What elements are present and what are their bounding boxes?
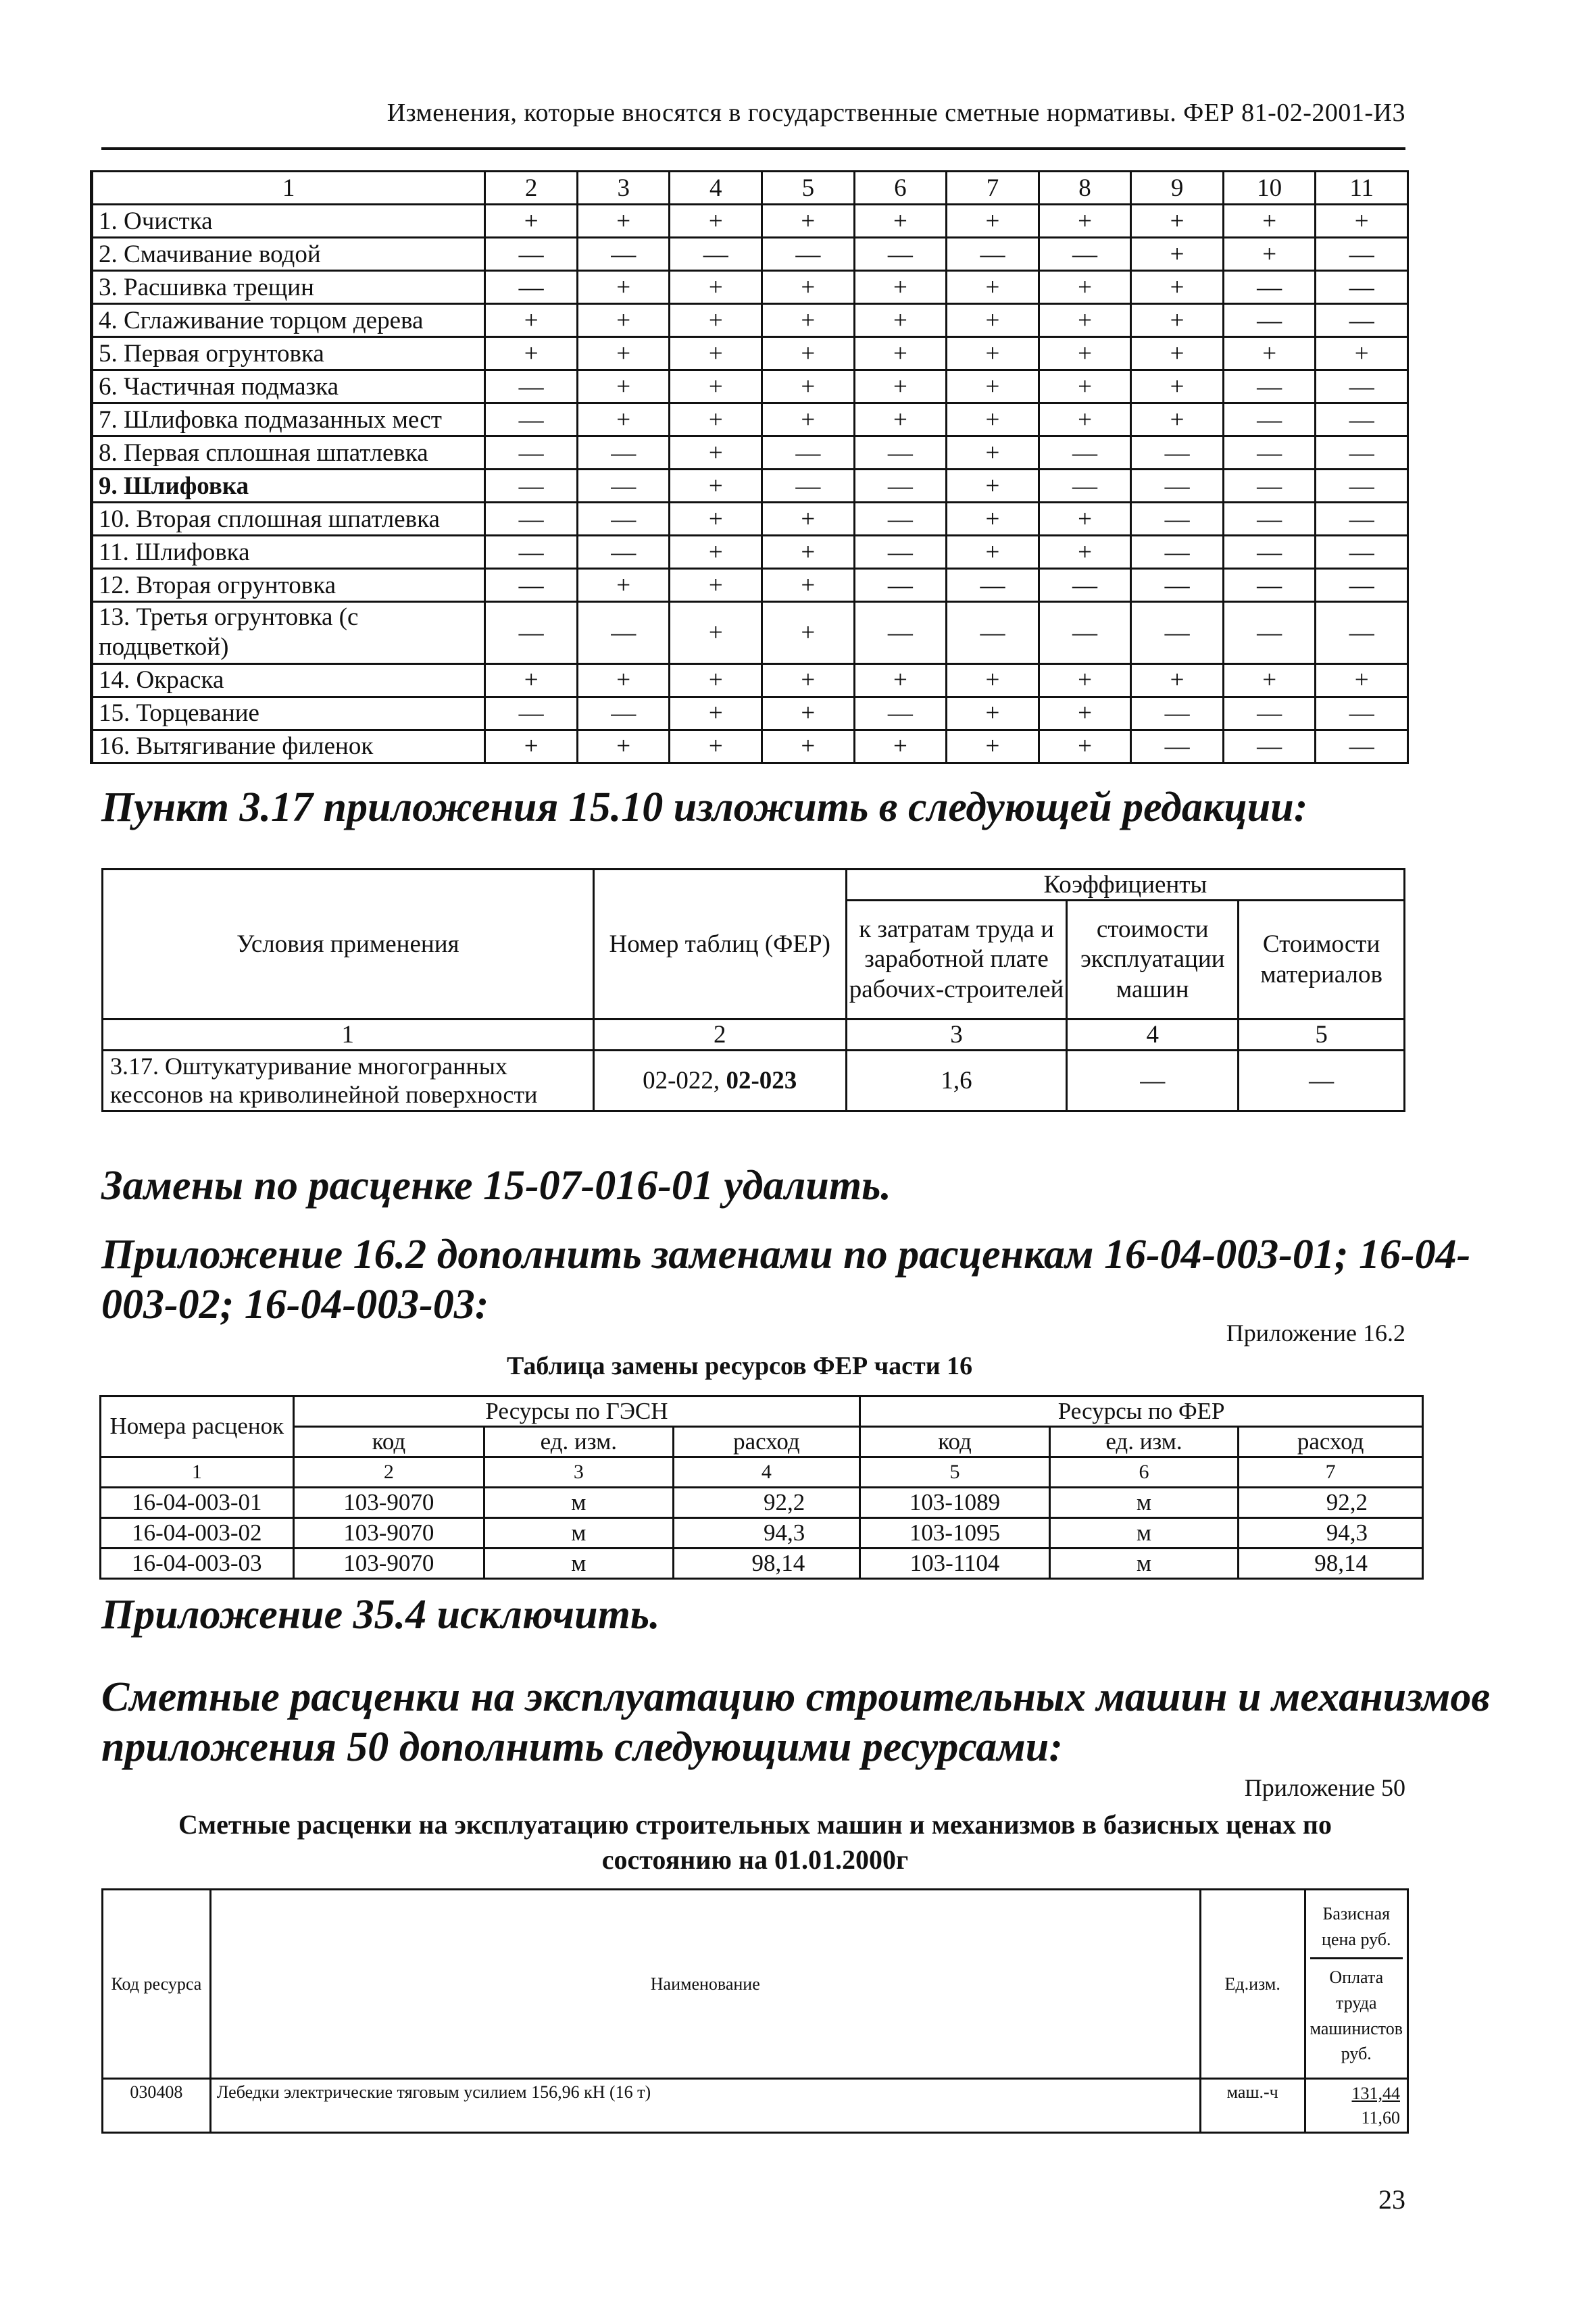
operation-mark: + <box>577 271 670 304</box>
operation-mark: + <box>762 403 855 436</box>
table-cell: 94,3 <box>1239 1518 1423 1549</box>
operation-mark: — <box>854 470 947 503</box>
operation-mark: — <box>762 238 855 271</box>
col-num: 1 <box>101 1457 294 1488</box>
row-materials: — <box>1239 1051 1405 1111</box>
page-header: Изменения, которые вносятся в государственные сметные нормативы. ФЕР 81-02-2001-И3 <box>386 99 1405 127</box>
operation-mark: + <box>1131 304 1224 337</box>
table-cell: 103-9070 <box>293 1488 484 1518</box>
operation-mark: + <box>854 403 947 436</box>
col-num: 2 <box>593 1020 846 1051</box>
operation-mark: — <box>1131 569 1224 602</box>
header-code: код <box>860 1427 1049 1457</box>
operation-mark: — <box>485 403 578 436</box>
operation-mark: — <box>485 697 578 730</box>
column-number: 4 <box>670 172 762 205</box>
operation-mark: — <box>1131 503 1224 536</box>
operation-mark: + <box>670 370 762 403</box>
operation-mark: — <box>1223 403 1316 436</box>
operation-mark: + <box>485 730 578 763</box>
operation-mark: — <box>854 697 947 730</box>
table-16-caption: Таблица замены ресурсов ФЕР части 16 <box>507 1352 973 1380</box>
operation-mark: — <box>1131 730 1224 763</box>
operation-mark: + <box>762 602 855 664</box>
operation-name: 6. Частичная подмазка <box>92 370 485 403</box>
operation-mark: — <box>1316 370 1408 403</box>
operation-mark: + <box>1316 663 1408 697</box>
table-row <box>92 205 1408 238</box>
header-unit: ед. изм. <box>484 1427 673 1457</box>
operation-mark: — <box>485 569 578 602</box>
operation-mark: + <box>1131 271 1224 304</box>
column-number: 5 <box>762 172 855 205</box>
col-num: 5 <box>1239 1020 1405 1051</box>
appendix-16-2-label: Приложение 16.2 <box>1226 1319 1405 1347</box>
operation-mark: + <box>1131 337 1224 370</box>
operation-mark: — <box>1316 697 1408 730</box>
operation-mark: + <box>577 205 670 238</box>
operation-mark: + <box>1316 205 1408 238</box>
operation-mark: — <box>1131 697 1224 730</box>
operation-mark: + <box>762 730 855 763</box>
operation-name: 9. Шлифовка <box>92 470 485 503</box>
operation-name: 13. Третья огрунтовка (с подцветкой) <box>92 602 485 664</box>
operation-mark: + <box>947 470 1039 503</box>
table-cell: 94,3 <box>673 1518 860 1549</box>
operation-mark: + <box>577 337 670 370</box>
table-cell: 103-9070 <box>293 1549 484 1579</box>
operation-name: 11. Шлифовка <box>92 536 485 569</box>
heading-replace: Замены по расценке 15-07-016-01 удалить. <box>101 1163 891 1209</box>
row-condition: 3.17. Оштукатуривание многогранных кессонов на криволинейной поверхности <box>103 1051 594 1111</box>
table-row <box>92 697 1408 730</box>
operation-mark: — <box>1039 569 1131 602</box>
header-fer: Ресурсы по ФЕР <box>860 1397 1423 1427</box>
operation-mark: + <box>1223 663 1316 697</box>
operation-mark: + <box>670 403 762 436</box>
header-unit: ед. изм. <box>1049 1427 1238 1457</box>
header-gesn: Ресурсы по ГЭСН <box>293 1397 860 1427</box>
header-resource-code: Код ресурса <box>103 1890 211 2079</box>
header-amount: расход <box>1239 1427 1423 1457</box>
table-cell: м <box>484 1549 673 1579</box>
operation-mark: + <box>1131 663 1224 697</box>
operation-mark: — <box>1223 271 1316 304</box>
operation-mark: — <box>485 271 578 304</box>
operation-name: 15. Торцевание <box>92 697 485 730</box>
col-num: 5 <box>860 1457 1049 1488</box>
operation-mark: + <box>485 663 578 697</box>
operation-mark: + <box>485 337 578 370</box>
header-divider <box>101 147 1405 150</box>
operation-mark: — <box>1223 697 1316 730</box>
heading-317: Пункт 3.17 приложения 15.10 изложить в следующей редакции: <box>101 784 1308 830</box>
header-labor: к затратам труда и заработной плате рабочих-строителей <box>846 901 1067 1020</box>
operation-mark: + <box>762 205 855 238</box>
operation-mark: + <box>947 304 1039 337</box>
operation-mark: — <box>854 238 947 271</box>
operation-mark: — <box>1131 470 1224 503</box>
replacement-table <box>99 1395 1424 1580</box>
table-row <box>101 1549 1423 1579</box>
operation-mark: + <box>577 370 670 403</box>
operation-mark: — <box>1131 536 1224 569</box>
operation-mark: — <box>577 536 670 569</box>
table-row <box>92 536 1408 569</box>
operation-mark: + <box>1039 663 1131 697</box>
operation-name: 4. Сглаживание торцом дерева <box>92 304 485 337</box>
operation-mark: — <box>854 503 947 536</box>
table-row <box>92 403 1408 436</box>
operation-mark: — <box>854 536 947 569</box>
header-table-number: Номер таблиц (ФЕР) <box>593 870 846 1020</box>
operation-name: 1. Очистка <box>92 205 485 238</box>
table-row <box>92 602 1408 664</box>
operation-mark: + <box>1223 337 1316 370</box>
table-cell: м <box>1049 1549 1238 1579</box>
operation-mark: — <box>1316 436 1408 470</box>
operation-mark: + <box>947 271 1039 304</box>
operation-mark: + <box>670 503 762 536</box>
col-num: 1 <box>103 1020 594 1051</box>
page-number: 23 <box>1378 2184 1405 2215</box>
operation-mark: — <box>577 602 670 664</box>
operation-mark: + <box>1039 205 1131 238</box>
header-materials: Стоимости материалов <box>1239 901 1405 1020</box>
row-prices: 131,44 11,60 <box>1305 2079 1407 2133</box>
header-rate-numbers: Номера расценок <box>101 1397 294 1457</box>
operation-mark: + <box>670 304 762 337</box>
header-amount: расход <box>673 1427 860 1457</box>
operation-mark: + <box>670 470 762 503</box>
operation-mark: — <box>1223 536 1316 569</box>
operation-name: 10. Вторая сплошная шпатлевка <box>92 503 485 536</box>
table-row <box>92 730 1408 763</box>
operation-mark: + <box>854 370 947 403</box>
operation-mark: + <box>577 403 670 436</box>
operation-mark: — <box>1223 503 1316 536</box>
operation-mark: + <box>762 503 855 536</box>
operation-mark: + <box>670 205 762 238</box>
operation-mark: + <box>762 697 855 730</box>
operation-mark: — <box>485 602 578 664</box>
operation-mark: — <box>1316 304 1408 337</box>
operation-mark: — <box>577 697 670 730</box>
operation-mark: — <box>1316 470 1408 503</box>
operation-mark: — <box>947 569 1039 602</box>
operation-mark: — <box>1131 602 1224 664</box>
operation-mark: — <box>947 602 1039 664</box>
operation-mark: + <box>1039 697 1131 730</box>
operation-mark: + <box>947 503 1039 536</box>
operation-mark: + <box>670 337 762 370</box>
operation-mark: — <box>1223 730 1316 763</box>
operation-mark: + <box>947 436 1039 470</box>
operation-mark: + <box>1131 205 1224 238</box>
operation-mark: + <box>947 663 1039 697</box>
coefficients-table <box>101 868 1405 1112</box>
column-number: 7 <box>947 172 1039 205</box>
col-num: 2 <box>293 1457 484 1488</box>
operation-mark: + <box>947 697 1039 730</box>
operation-mark: + <box>577 569 670 602</box>
operation-mark: — <box>485 436 578 470</box>
operation-mark: + <box>947 370 1039 403</box>
table-row <box>92 470 1408 503</box>
operation-name: 3. Расшивка трещин <box>92 271 485 304</box>
table-row <box>92 503 1408 536</box>
operation-mark: — <box>1316 536 1408 569</box>
heading-50: Сметные расценки на эксплуатацию строительных машин и механизмов приложения 50 дополнить следующими ресурсами: <box>101 1674 1491 1770</box>
operation-mark: — <box>1223 304 1316 337</box>
operation-mark: + <box>1316 337 1408 370</box>
operation-mark: + <box>670 663 762 697</box>
operation-mark: — <box>1223 602 1316 664</box>
operation-mark: — <box>1039 436 1131 470</box>
row-table-number: 02-022, 02-023 <box>593 1051 846 1111</box>
operation-mark: + <box>1039 370 1131 403</box>
column-number: 1 <box>92 172 485 205</box>
operation-mark: + <box>947 730 1039 763</box>
operation-mark: — <box>485 470 578 503</box>
col-num: 4 <box>1067 1020 1239 1051</box>
operation-mark: — <box>1316 503 1408 536</box>
appendix-50-label: Приложение 50 <box>1244 1774 1405 1801</box>
operation-mark: + <box>670 602 762 664</box>
operation-mark: — <box>947 238 1039 271</box>
operation-mark: — <box>1039 602 1131 664</box>
col-num: 3 <box>846 1020 1067 1051</box>
header-conditions: Условия применения <box>103 870 594 1020</box>
table-cell: 16-04-003-01 <box>101 1488 294 1518</box>
table-row <box>92 238 1408 271</box>
operation-mark: — <box>1223 569 1316 602</box>
table-cell: 103-1104 <box>860 1549 1049 1579</box>
operation-mark: + <box>854 337 947 370</box>
operation-mark: + <box>577 304 670 337</box>
table-cell: 92,2 <box>673 1488 860 1518</box>
operation-mark: — <box>1316 730 1408 763</box>
operation-mark: — <box>485 536 578 569</box>
table-row <box>92 663 1408 697</box>
row-unit: маш.-ч <box>1200 2079 1305 2133</box>
header-machines: стоимости эксплуатации машин <box>1067 901 1239 1020</box>
operation-mark: — <box>854 436 947 470</box>
operation-mark: — <box>1131 436 1224 470</box>
table-cell: 103-1095 <box>860 1518 1049 1549</box>
column-number: 11 <box>1316 172 1408 205</box>
machine-table <box>101 1888 1409 2134</box>
table-cell: 98,14 <box>1239 1549 1423 1579</box>
operation-mark: + <box>762 370 855 403</box>
operation-mark: — <box>1316 602 1408 664</box>
operation-mark: + <box>1039 730 1131 763</box>
header-coefficients: Коэффициенты <box>846 870 1404 901</box>
operation-mark: + <box>947 205 1039 238</box>
operation-mark: + <box>854 663 947 697</box>
operation-mark: + <box>762 536 855 569</box>
col-num: 6 <box>1049 1457 1238 1488</box>
header-unit: Ед.изм. <box>1200 1890 1305 2079</box>
col-num: 3 <box>484 1457 673 1488</box>
table-cell: 16-04-003-03 <box>101 1549 294 1579</box>
operation-mark: + <box>762 569 855 602</box>
operation-mark: + <box>762 337 855 370</box>
operation-mark: + <box>1039 304 1131 337</box>
column-number: 8 <box>1039 172 1131 205</box>
operation-mark: — <box>577 503 670 536</box>
operation-mark: + <box>1039 536 1131 569</box>
table-row <box>92 569 1408 602</box>
operation-mark: — <box>577 436 670 470</box>
operation-mark: + <box>670 536 762 569</box>
operation-mark: — <box>1223 436 1316 470</box>
operation-mark: — <box>577 238 670 271</box>
table-row <box>92 337 1408 370</box>
table-row <box>92 370 1408 403</box>
operation-mark: + <box>947 337 1039 370</box>
operation-name: 2. Смачивание водой <box>92 238 485 271</box>
operation-mark: — <box>485 238 578 271</box>
operation-mark: + <box>670 569 762 602</box>
operation-mark: — <box>485 503 578 536</box>
operation-mark: + <box>577 730 670 763</box>
row-machines: — <box>1067 1051 1239 1111</box>
table-row <box>101 1488 1423 1518</box>
column-number: 6 <box>854 172 947 205</box>
table-cell: м <box>484 1488 673 1518</box>
table-cell: 98,14 <box>673 1549 860 1579</box>
operation-mark: + <box>1039 271 1131 304</box>
operation-mark: — <box>1223 370 1316 403</box>
operation-mark: + <box>670 697 762 730</box>
operation-mark: — <box>762 470 855 503</box>
heading-35-4: Приложение 35.4 исключить. <box>101 1592 660 1638</box>
col-num: 7 <box>1239 1457 1423 1488</box>
operation-mark: — <box>1039 470 1131 503</box>
operation-name: 12. Вторая огрунтовка <box>92 569 485 602</box>
table-cell: м <box>484 1518 673 1549</box>
operation-mark: + <box>854 730 947 763</box>
operation-mark: + <box>947 536 1039 569</box>
operation-mark: + <box>762 271 855 304</box>
operation-mark: — <box>1316 238 1408 271</box>
operation-mark: + <box>670 271 762 304</box>
operation-mark: + <box>485 205 578 238</box>
operation-mark: — <box>1316 569 1408 602</box>
table-row <box>92 304 1408 337</box>
table-cell: м <box>1049 1518 1238 1549</box>
operation-name: 8. Первая сплошная шпатлевка <box>92 436 485 470</box>
operation-mark: + <box>762 663 855 697</box>
operation-mark: — <box>854 569 947 602</box>
operations-table <box>90 170 1409 764</box>
operation-mark: + <box>1039 503 1131 536</box>
operation-mark: + <box>1131 403 1224 436</box>
operation-mark: + <box>854 304 947 337</box>
row-code: 030408 <box>103 2079 211 2133</box>
operation-mark: + <box>670 436 762 470</box>
operation-mark: + <box>1131 238 1224 271</box>
operation-name: 14. Окраска <box>92 663 485 697</box>
operation-name: 7. Шлифовка подмазанных мест <box>92 403 485 436</box>
operation-mark: + <box>1039 337 1131 370</box>
table-cell: 16-04-003-02 <box>101 1518 294 1549</box>
operation-mark: — <box>1223 470 1316 503</box>
operation-mark: — <box>670 238 762 271</box>
header-name: Наименование <box>210 1890 1200 2079</box>
operation-mark: + <box>947 403 1039 436</box>
table-cell: м <box>1049 1488 1238 1518</box>
column-number: 10 <box>1223 172 1316 205</box>
operation-mark: — <box>577 470 670 503</box>
operation-mark: + <box>762 304 855 337</box>
operation-mark: + <box>854 271 947 304</box>
table-row <box>101 1518 1423 1549</box>
column-number: 3 <box>577 172 670 205</box>
operation-mark: — <box>762 436 855 470</box>
operation-mark: — <box>1316 403 1408 436</box>
table-cell: 92,2 <box>1239 1488 1423 1518</box>
row-labor: 1,6 <box>846 1051 1067 1111</box>
operation-mark: + <box>485 304 578 337</box>
table-cell: 103-9070 <box>293 1518 484 1549</box>
heading-16-2: Приложение 16.2 дополнить заменами по расценкам 16-04-003-01; 16-04- 003-02; 16-04-003-03: <box>101 1232 1471 1328</box>
column-number: 2 <box>485 172 578 205</box>
operation-mark: + <box>577 663 670 697</box>
header-price: Базисная цена руб. Оплата труда машинистов руб. <box>1305 1890 1407 2079</box>
operation-mark: — <box>1316 271 1408 304</box>
column-number: 9 <box>1131 172 1224 205</box>
operation-name: 5. Первая огрунтовка <box>92 337 485 370</box>
operation-mark: + <box>670 730 762 763</box>
table-row <box>92 271 1408 304</box>
operation-mark: + <box>1039 403 1131 436</box>
operation-mark: + <box>1131 370 1224 403</box>
row-name: Лебедки электрические тяговым усилием 156,96 кН (16 т) <box>210 2079 1200 2133</box>
table-50-title: Сметные расценки на эксплуатацию строительных машин и механизмов в базисных ценах по состоянию на 01.01.2000г <box>178 1809 1332 1875</box>
operation-mark: + <box>1223 238 1316 271</box>
table-row <box>92 436 1408 470</box>
operation-mark: — <box>1039 238 1131 271</box>
operation-mark: + <box>1223 205 1316 238</box>
operation-mark: + <box>854 205 947 238</box>
header-code: код <box>293 1427 484 1457</box>
operation-mark: — <box>854 602 947 664</box>
operation-mark: — <box>485 370 578 403</box>
table-cell: 103-1089 <box>860 1488 1049 1518</box>
operation-name: 16. Вытягивание филенок <box>92 730 485 763</box>
col-num: 4 <box>673 1457 860 1488</box>
